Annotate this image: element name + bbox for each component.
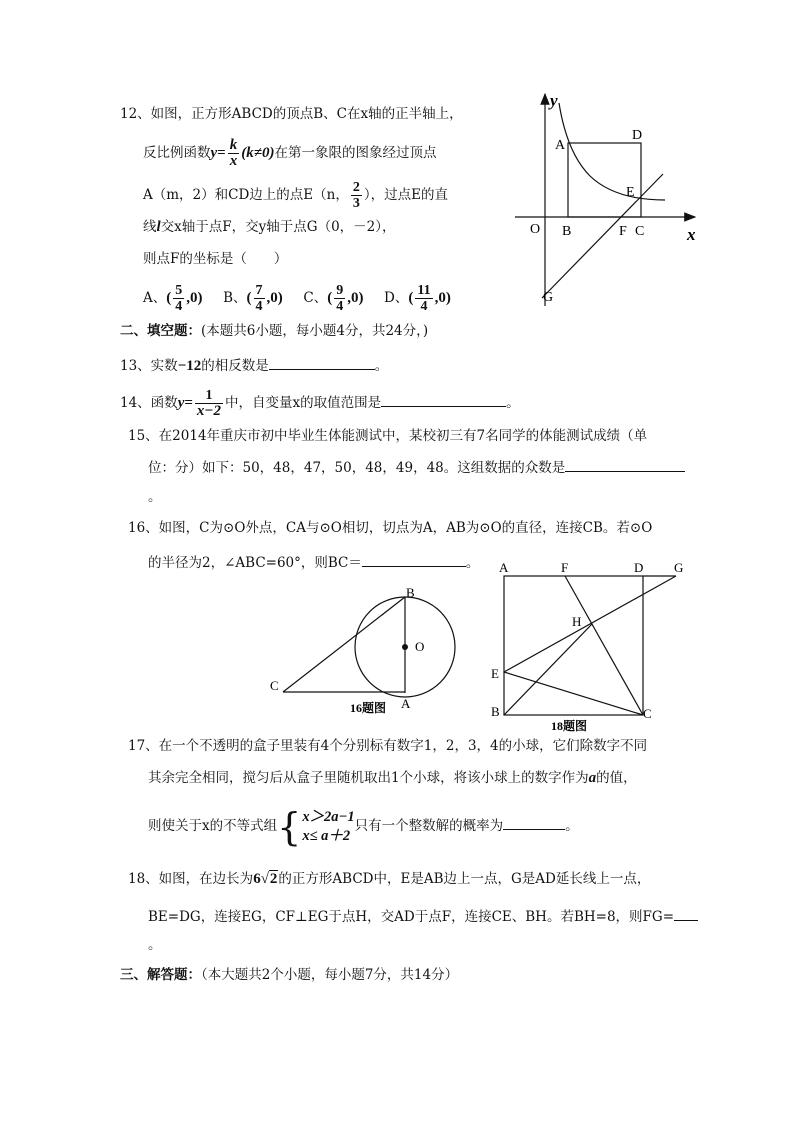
q16-answer-blank[interactable] bbox=[362, 552, 466, 567]
q17-line2-post: 的值， bbox=[596, 770, 637, 786]
q17-inequality-1: x＞2a−1 bbox=[302, 808, 355, 825]
q16-segment-cb bbox=[283, 597, 405, 692]
q17-brace: { bbox=[277, 804, 302, 849]
q18-label-b: B bbox=[491, 704, 500, 719]
q18-coef: 6 bbox=[253, 871, 261, 887]
q15-line1: 15、在2014年重庆市初中毕业生体能测试中，某校初三有7名同学的体能测试成绩（单 bbox=[128, 428, 648, 444]
q12-line2-post: 在第一象限的图象经过顶点 bbox=[274, 145, 437, 161]
section3-heading bbox=[120, 966, 458, 984]
q12-line5: 则点F的坐标是（ ） bbox=[143, 251, 288, 267]
q12-line2 bbox=[143, 138, 436, 169]
q16-label-c: C bbox=[270, 678, 279, 693]
q12-label-g: G bbox=[543, 290, 554, 305]
q14 bbox=[120, 388, 520, 419]
q12-func-cond: (k≠0) bbox=[241, 145, 275, 161]
q12-option-d[interactable] bbox=[384, 283, 451, 314]
q12-label-x: x bbox=[687, 225, 696, 244]
q18-line1 bbox=[128, 870, 650, 888]
q12-hyperbola bbox=[559, 103, 665, 200]
q18-label-d: D bbox=[634, 560, 644, 575]
q12-option-c-num: 9 bbox=[336, 283, 344, 298]
q14-num: 1 bbox=[195, 388, 223, 404]
q12-func-den: x bbox=[229, 153, 238, 169]
q12-line2-pre: 反比例函数 bbox=[143, 145, 211, 161]
q16-line2 bbox=[148, 552, 479, 572]
q13 bbox=[120, 355, 388, 375]
q12-option-c-den: 4 bbox=[336, 299, 344, 314]
q12-label-y: y bbox=[550, 91, 558, 110]
q17-line3 bbox=[148, 805, 579, 847]
q17-line2-pre: 其余完全相同，搅匀后从盒子里随机取出1个小球，将该小球上的数字作为 bbox=[148, 770, 589, 786]
q17-line2 bbox=[148, 769, 637, 787]
q18-segment-eg bbox=[504, 576, 676, 672]
q12-option-a[interactable] bbox=[143, 283, 203, 314]
q12-option-d-fraction bbox=[415, 283, 432, 314]
q17-line3-post: 只有一个整数解的概率为 bbox=[354, 818, 504, 834]
q16-label-b: B bbox=[406, 585, 415, 600]
q12-func-eq: = bbox=[217, 145, 226, 161]
q12-option-c-label: C、 bbox=[303, 290, 328, 306]
q12-option-b-open: ( bbox=[246, 290, 252, 306]
q18-label-c: C bbox=[643, 706, 652, 721]
q18-line2-text: BE=DG，连接EG，CF⊥EG于点H，交AD于点F，连接CE、BH。若BH=8，则FG= bbox=[148, 909, 675, 925]
q18-caption: 18题图 bbox=[551, 719, 588, 733]
q17-inequality-2: x≤ a＋2 bbox=[302, 827, 351, 844]
q12-option-a-fraction bbox=[173, 283, 184, 314]
q13-number: −12 bbox=[177, 358, 202, 374]
q14-func-y: y bbox=[177, 395, 185, 411]
section2-title: 二、填空题： bbox=[120, 323, 201, 339]
q18-segment-bh bbox=[504, 624, 592, 715]
q18-side-length: 6√2 bbox=[253, 871, 278, 887]
q12-line3-den: 3 bbox=[352, 196, 360, 211]
q16-label-a: A bbox=[401, 696, 411, 711]
q12-label-b: B bbox=[562, 224, 572, 239]
q12-label-f: F bbox=[619, 224, 627, 239]
q17-answer-blank[interactable] bbox=[503, 815, 565, 830]
q18-radicand: 2 bbox=[269, 871, 278, 887]
q12-option-b-close: ,0) bbox=[266, 290, 283, 306]
q13-post: 的相反数是 bbox=[201, 358, 269, 374]
q12-option-a-open: ( bbox=[166, 290, 172, 306]
q12-option-a-num: 5 bbox=[175, 283, 183, 298]
q15-answer-blank[interactable] bbox=[565, 457, 685, 472]
q12-line4-post: 交x轴于点F，交y轴于点G（0，－2）， bbox=[160, 219, 396, 235]
q12-label-e: E bbox=[626, 185, 635, 200]
q14-post: 中，自变量x的取值范围是 bbox=[225, 395, 382, 411]
q17-var-a: a bbox=[588, 770, 597, 786]
q12-option-b-label: B、 bbox=[223, 290, 247, 306]
q12-func-y: y bbox=[210, 145, 218, 161]
q18-label-h: H bbox=[572, 614, 582, 629]
q15-line2-text: 位：分）如下：50，48，47，50，48，49，48。这组数据的众数是 bbox=[148, 460, 566, 476]
q18-answer-blank[interactable] bbox=[674, 906, 698, 921]
q12-label-d: D bbox=[632, 128, 643, 143]
q12-line-l: l bbox=[156, 219, 161, 235]
q14-fraction bbox=[195, 388, 223, 419]
q12-line4-pre: 线 bbox=[143, 219, 157, 235]
q12-option-a-den: 4 bbox=[175, 299, 183, 314]
section2-heading bbox=[120, 322, 428, 340]
q14-pre: 14、函数 bbox=[120, 395, 178, 411]
q12-option-a-label: A、 bbox=[143, 290, 167, 306]
q12-figure bbox=[505, 88, 705, 310]
q12-line3 bbox=[143, 180, 448, 211]
q16-figure bbox=[265, 583, 465, 718]
section3-note: （本大题共2个小题，每小题7分，共14分） bbox=[201, 967, 459, 983]
q12-option-c-fraction bbox=[334, 283, 345, 314]
q18-figure bbox=[484, 558, 694, 733]
q18-line1-pre: 18、如图，在边长为 bbox=[128, 871, 254, 887]
q15-line2 bbox=[148, 457, 685, 477]
q12-line-l-graph bbox=[542, 174, 663, 298]
q18-label-g: G bbox=[674, 560, 684, 575]
q12-func-fraction bbox=[228, 138, 240, 169]
q18-line3: 。 bbox=[148, 937, 162, 953]
q15-line3: 。 bbox=[148, 489, 162, 505]
q12-line3-post: ），过点E的直 bbox=[363, 187, 448, 203]
q12-option-b-fraction bbox=[254, 283, 265, 314]
q18-line1-post: 的正方形ABCD中，E是AB边上一点，G是AD延长线上一点， bbox=[278, 871, 651, 887]
q12-line4 bbox=[143, 218, 396, 236]
q12-line1: 12、如图，正方形ABCD的顶点B、C在x轴的正半轴上， bbox=[120, 106, 463, 122]
q13-end: 。 bbox=[374, 358, 389, 374]
q12-line3-num: 2 bbox=[352, 180, 360, 195]
q14-answer-blank[interactable] bbox=[381, 392, 506, 407]
section2-note: (本题共6小题，每小题4分，共24分，) bbox=[201, 323, 429, 339]
q16-line1: 16、如图，C为⊙O外点，CA与⊙O相切，切点为A，AB为⊙O的直径，连接CB。若⊙O bbox=[128, 520, 653, 536]
section3-title: 三、解答题： bbox=[120, 967, 201, 983]
q12-options bbox=[143, 283, 451, 314]
q16-end: 。 bbox=[465, 555, 480, 571]
q12-option-c-close: ,0) bbox=[347, 290, 364, 306]
q12-option-d-num: 11 bbox=[417, 283, 431, 298]
q18-label-f: F bbox=[561, 560, 569, 575]
q12-option-b-den: 4 bbox=[255, 299, 263, 314]
q16-center-dot bbox=[402, 644, 408, 650]
q14-func-eq: = bbox=[184, 395, 193, 411]
q12-line3-pre: A（m，2）和CD边上的点E（n， bbox=[143, 187, 349, 203]
q12-option-b[interactable] bbox=[223, 283, 283, 314]
q12-square-abcd bbox=[568, 143, 641, 217]
q12-option-d-label: D、 bbox=[384, 290, 409, 306]
q12-line3-fraction bbox=[351, 180, 362, 211]
q12-option-a-close: ,0) bbox=[186, 290, 203, 306]
q12-label-c: C bbox=[635, 224, 645, 239]
q17-end: 。 bbox=[565, 818, 579, 834]
q16-line2-text: 的半径为2，∠ABC=60°，则BC＝ bbox=[148, 555, 362, 571]
q18-label-e: E bbox=[491, 666, 499, 681]
q12-func-num: k bbox=[229, 137, 238, 153]
q13-answer-blank[interactable] bbox=[269, 355, 375, 370]
q13-pre: 13、实数 bbox=[120, 358, 178, 374]
q12-option-c[interactable] bbox=[303, 283, 364, 314]
q12-label-o: O bbox=[530, 222, 541, 237]
q16-caption: 16题图 bbox=[350, 701, 387, 715]
q18-line2 bbox=[148, 906, 698, 926]
q17-inequality-system bbox=[302, 808, 354, 846]
q12-label-a: A bbox=[555, 138, 566, 153]
q14-den: x−2 bbox=[196, 403, 222, 419]
q14-end: 。 bbox=[506, 395, 520, 411]
q18-label-a: A bbox=[499, 560, 509, 575]
q12-option-d-close: ,0) bbox=[434, 290, 451, 306]
q17-line1: 17、在一个不透明的盒子里装有4个分别标有数字1，2，3，4的小球，它们除数字不同 bbox=[128, 738, 648, 754]
q12-option-d-open: ( bbox=[408, 290, 414, 306]
q12-option-d-den: 4 bbox=[420, 299, 428, 314]
q17-line3-pre: 则使关于x的不等式组 bbox=[148, 818, 278, 834]
q12-option-c-open: ( bbox=[327, 290, 333, 306]
q16-label-o: O bbox=[415, 639, 425, 654]
q12-option-b-num: 7 bbox=[255, 283, 263, 298]
